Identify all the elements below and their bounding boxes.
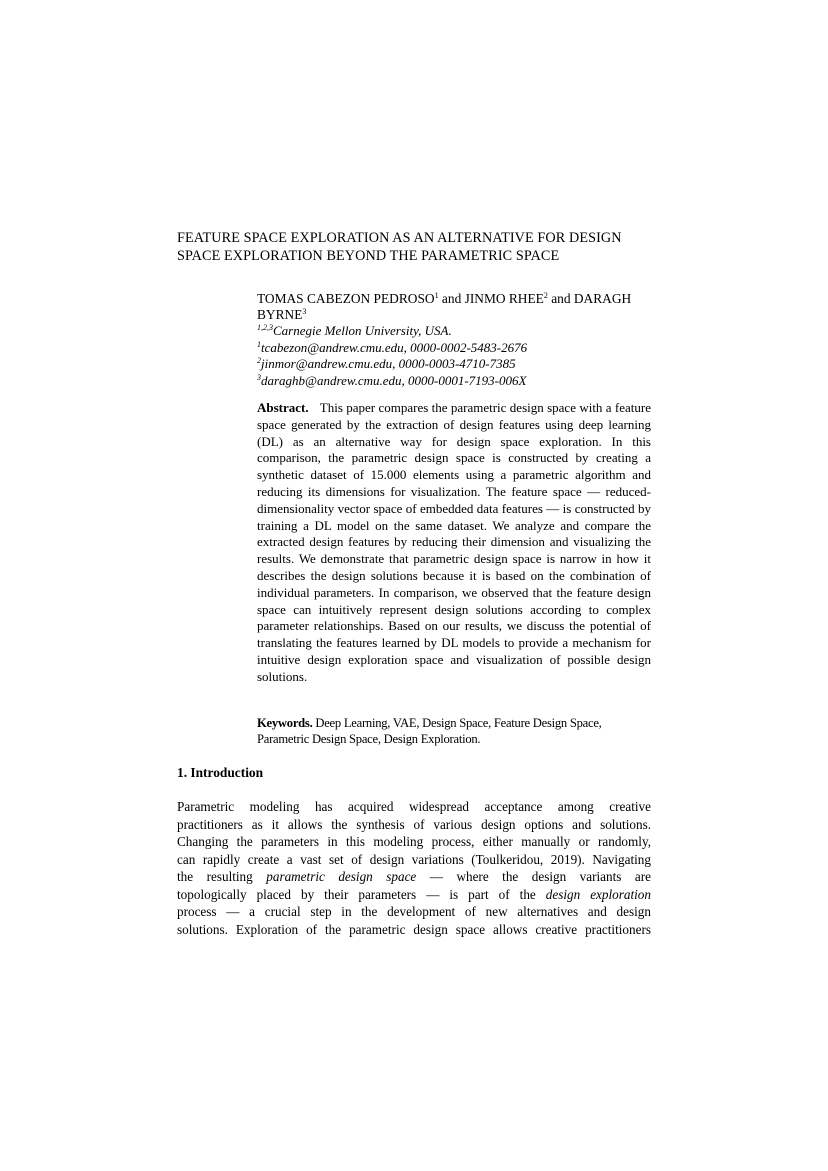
abstract <box>257 400 651 686</box>
keywords-label: Keywords. <box>257 716 313 730</box>
affiliation-sup: 1,2,3 <box>257 323 273 332</box>
author-1-sup: 1 <box>434 291 439 300</box>
author-block <box>257 291 657 389</box>
email-2-sup: 2 <box>257 356 261 366</box>
author-list <box>257 291 657 323</box>
intro-line: solutions. Exploration of the parametric design space allows creative practitioners <box>177 921 651 937</box>
keywords-line-1: Deep Learning, VAE, Design Space, Feature Design Space, <box>312 716 602 730</box>
author-3-name-part1: DARAGH <box>573 291 632 306</box>
email-3: daraghb@andrew.cmu.edu, 0000-0001-7193-006X <box>261 372 527 388</box>
email-1-sup: 1 <box>257 339 261 349</box>
intro-emphasis: parametric design space <box>266 869 417 884</box>
institution-name: Carnegie Mellon University, USA. <box>273 323 452 338</box>
author-1-name: TOMAS CABEZON PEDROSO <box>257 291 435 306</box>
email-3-sup: 3 <box>257 372 261 382</box>
introduction-body <box>177 798 651 938</box>
affiliation-email-1 <box>257 340 657 357</box>
intro-line: practitioners as it allows the synthesis of various design options and solutions. <box>177 816 651 832</box>
abstract-label: Abstract. <box>257 400 309 415</box>
author-conjunction: and <box>438 291 465 306</box>
author-3-sup: 3 <box>302 307 307 316</box>
keywords <box>257 715 657 748</box>
author-2-name: JINMO RHEE <box>464 291 544 306</box>
intro-text: topologically placed by their parameters — is part of the <box>177 886 546 902</box>
affiliation-email-3 <box>257 373 657 390</box>
abstract-text: This paper compares the parametric design space with a feature space generated by the extraction of design features using deep learning (DL) as an alternative way for design space exploration. In this comparison, the parametric design space is constructed by creating a synthetic dataset of 15.000 elements using a parametric algorithm and reducing its dimensions for visualization. The feature space — reduced-dimensionality vector space of embedded data features — is constructed by training a DL model on the same dataset. We analyze and compare the extracted design features by reducing their dimension and visualizing the results. We demonstrate that parametric design space is narrow in how it describes the design solutions because it is based on the combination of individual parameters. In comparison, we observed that the feature design space can intuitively represent design solutions according to complex parameter relationships. Based on our results, we discuss the potential of translating the features learned by DL models to provide a mechanism for intuitive design exploration space and visualization of possible design solutions. <box>257 400 651 684</box>
author-conjunction: and <box>547 291 574 306</box>
author-3-name-part2: BYRNE <box>257 307 303 322</box>
affiliation-institution <box>257 323 657 340</box>
section-heading-introduction: 1. Introduction <box>177 765 264 780</box>
intro-line: Changing the parameters in this modeling process, either manually or randomly, <box>177 834 651 849</box>
intro-line <box>177 868 651 886</box>
intro-text: — where the design variants are <box>416 869 652 884</box>
author-2-sup: 2 <box>543 291 548 300</box>
intro-text: the resulting <box>177 869 267 884</box>
keywords-line-2: Parametric Design Space, Design Exploration. <box>257 732 481 747</box>
email-1: tcabezon@andrew.cmu.edu, 0000-0002-5483-2676 <box>261 339 528 355</box>
intro-line: process — a crucial step in the development of new alternatives and design <box>177 904 651 919</box>
paper-title <box>177 229 657 265</box>
title-line-2: SPACE EXPLORATION BEYOND THE PARAMETRIC SPACE <box>177 248 560 264</box>
intro-line: can rapidly create a vast set of design variations (Toulkeridou, 2019). Navigating <box>177 851 651 867</box>
intro-emphasis: design exploration <box>545 886 651 902</box>
affiliation-email-2 <box>257 356 657 373</box>
title-line-1: FEATURE SPACE EXPLORATION AS AN ALTERNATIVE FOR DESIGN <box>177 230 622 246</box>
email-2: jinmor@andrew.cmu.edu, 0000-0003-4710-7385 <box>261 356 516 372</box>
intro-line: Parametric modeling has acquired widespread acceptance among creative <box>177 799 651 814</box>
intro-line <box>177 886 651 904</box>
